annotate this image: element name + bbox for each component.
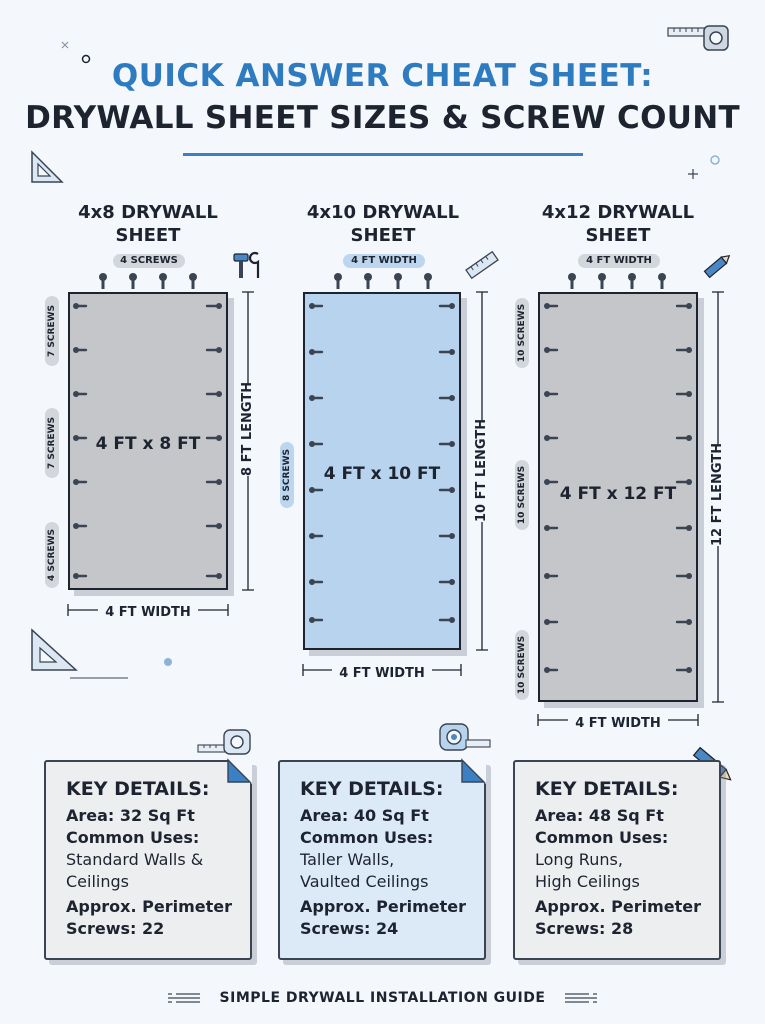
circle-deco-icon — [708, 153, 722, 167]
key-details-card-4x12 — [513, 760, 721, 960]
key-details-card-4x8 — [44, 760, 252, 960]
card-perimeter-line1: Approx. Perimeter — [300, 897, 467, 916]
side-screws-left — [72, 298, 92, 588]
plus-deco-icon — [686, 167, 700, 181]
tape-measure-icon — [438, 722, 494, 752]
card-perimeter-line2: Screws: 22 — [66, 919, 165, 938]
side-screw-badge: 8 SCREWS — [280, 442, 294, 508]
sheet-4x8 — [68, 292, 228, 590]
side-screws-right — [438, 298, 458, 628]
tape-measure-icon — [198, 728, 254, 758]
dot-deco-icon — [162, 656, 174, 668]
side-screw-badge: 7 SCREWS — [45, 296, 59, 366]
width-label: 4 FT WIDTH — [332, 666, 432, 681]
card-heading: KEY DETAILS: — [300, 778, 444, 800]
ruler-icon — [464, 250, 500, 280]
side-screws-left — [308, 298, 328, 628]
top-screw-badge: 4 SCREWS — [113, 254, 185, 268]
card-heading: KEY DETAILS: — [66, 778, 210, 800]
footer-lines-right-icon — [563, 990, 597, 1006]
sheet-title-line2: SHEET — [115, 225, 181, 246]
title-underline — [183, 153, 583, 156]
card-perimeter-line1: Approx. Perimeter — [535, 897, 702, 916]
pencil-icon — [700, 250, 734, 282]
card-uses-line2: Ceilings — [66, 872, 129, 891]
tape-measure-icon — [668, 24, 732, 54]
side-screw-badge: 10 SCREWS — [515, 630, 529, 700]
sheet-title-4x8 — [48, 201, 248, 247]
card-heading: KEY DETAILS: — [535, 778, 679, 800]
card-perimeter-line2: Screws: 28 — [535, 919, 634, 938]
side-screws-left — [543, 298, 563, 688]
card-uses-line1: Long Runs, — [535, 850, 623, 869]
top-screws — [95, 272, 205, 292]
sheet-title-line2: SHEET — [350, 225, 416, 246]
card-area: Area: 32 Sq Ft — [66, 806, 195, 825]
card-uses-label: Common Uses: — [66, 828, 200, 847]
length-label: 10 FT LENGTH — [474, 418, 489, 522]
side-screws-right — [675, 298, 695, 688]
page-fold-icon — [462, 760, 486, 784]
side-screws-right — [205, 298, 225, 588]
sheet-title-4x10 — [283, 201, 483, 247]
card-perimeter-line1: Approx. Perimeter — [66, 897, 233, 916]
sheet-title-line1: 4x8 DRYWALL — [78, 202, 218, 223]
top-width-badge: 4 FT WIDTH — [578, 254, 660, 268]
tools-icon — [232, 250, 268, 282]
side-screw-badge: 10 SCREWS — [515, 460, 529, 530]
card-uses-line2: High Ceilings — [535, 872, 640, 891]
key-details-card-4x10 — [278, 760, 486, 960]
side-screw-badge: 10 SCREWS — [515, 298, 529, 368]
sheet-title-line2: SHEET — [585, 225, 651, 246]
card-perimeter-line2: Screws: 24 — [300, 919, 399, 938]
length-label: 12 FT LENGTH — [710, 442, 725, 546]
footer-text: SIMPLE DRYWALL INSTALLATION GUIDE — [219, 990, 546, 1006]
top-screws — [330, 272, 440, 292]
page-fold-icon — [228, 760, 252, 784]
width-label: 4 FT WIDTH — [98, 605, 198, 620]
title-line-2: DRYWALL SHEET SIZES & SCREW COUNT — [25, 100, 740, 136]
top-screws — [564, 272, 674, 292]
sheet-size-label: 4 FT x 12 FT — [559, 484, 677, 504]
sheet-title-line1: 4x12 DRYWALL — [541, 202, 695, 223]
set-square-icon — [30, 628, 78, 672]
set-square-icon — [30, 150, 64, 184]
top-width-badge: 4 FT WIDTH — [343, 254, 425, 268]
length-label: 8 FT LENGTH — [240, 381, 255, 476]
card-uses-label: Common Uses: — [535, 828, 669, 847]
card-uses-line2: Vaulted Ceilings — [300, 872, 429, 891]
side-screw-badge: 4 SCREWS — [45, 522, 59, 588]
card-area: Area: 48 Sq Ft — [535, 806, 664, 825]
title-line-1: QUICK ANSWER CHEAT SHEET: — [111, 58, 654, 94]
card-uses-line1: Taller Walls, — [300, 850, 395, 869]
card-area: Area: 40 Sq Ft — [300, 806, 429, 825]
sheet-title-4x12 — [518, 201, 718, 247]
side-screw-badge: 7 SCREWS — [45, 408, 59, 478]
sheet-size-label: 4 FT x 8 FT — [95, 434, 201, 454]
sheet-title-line1: 4x10 DRYWALL — [306, 202, 460, 223]
sheet-size-label: 4 FT x 10 FT — [323, 464, 441, 484]
width-label: 4 FT WIDTH — [568, 716, 668, 731]
line-deco-icon — [70, 676, 130, 680]
card-uses-label: Common Uses: — [300, 828, 434, 847]
card-uses-line1: Standard Walls & — [66, 850, 204, 869]
